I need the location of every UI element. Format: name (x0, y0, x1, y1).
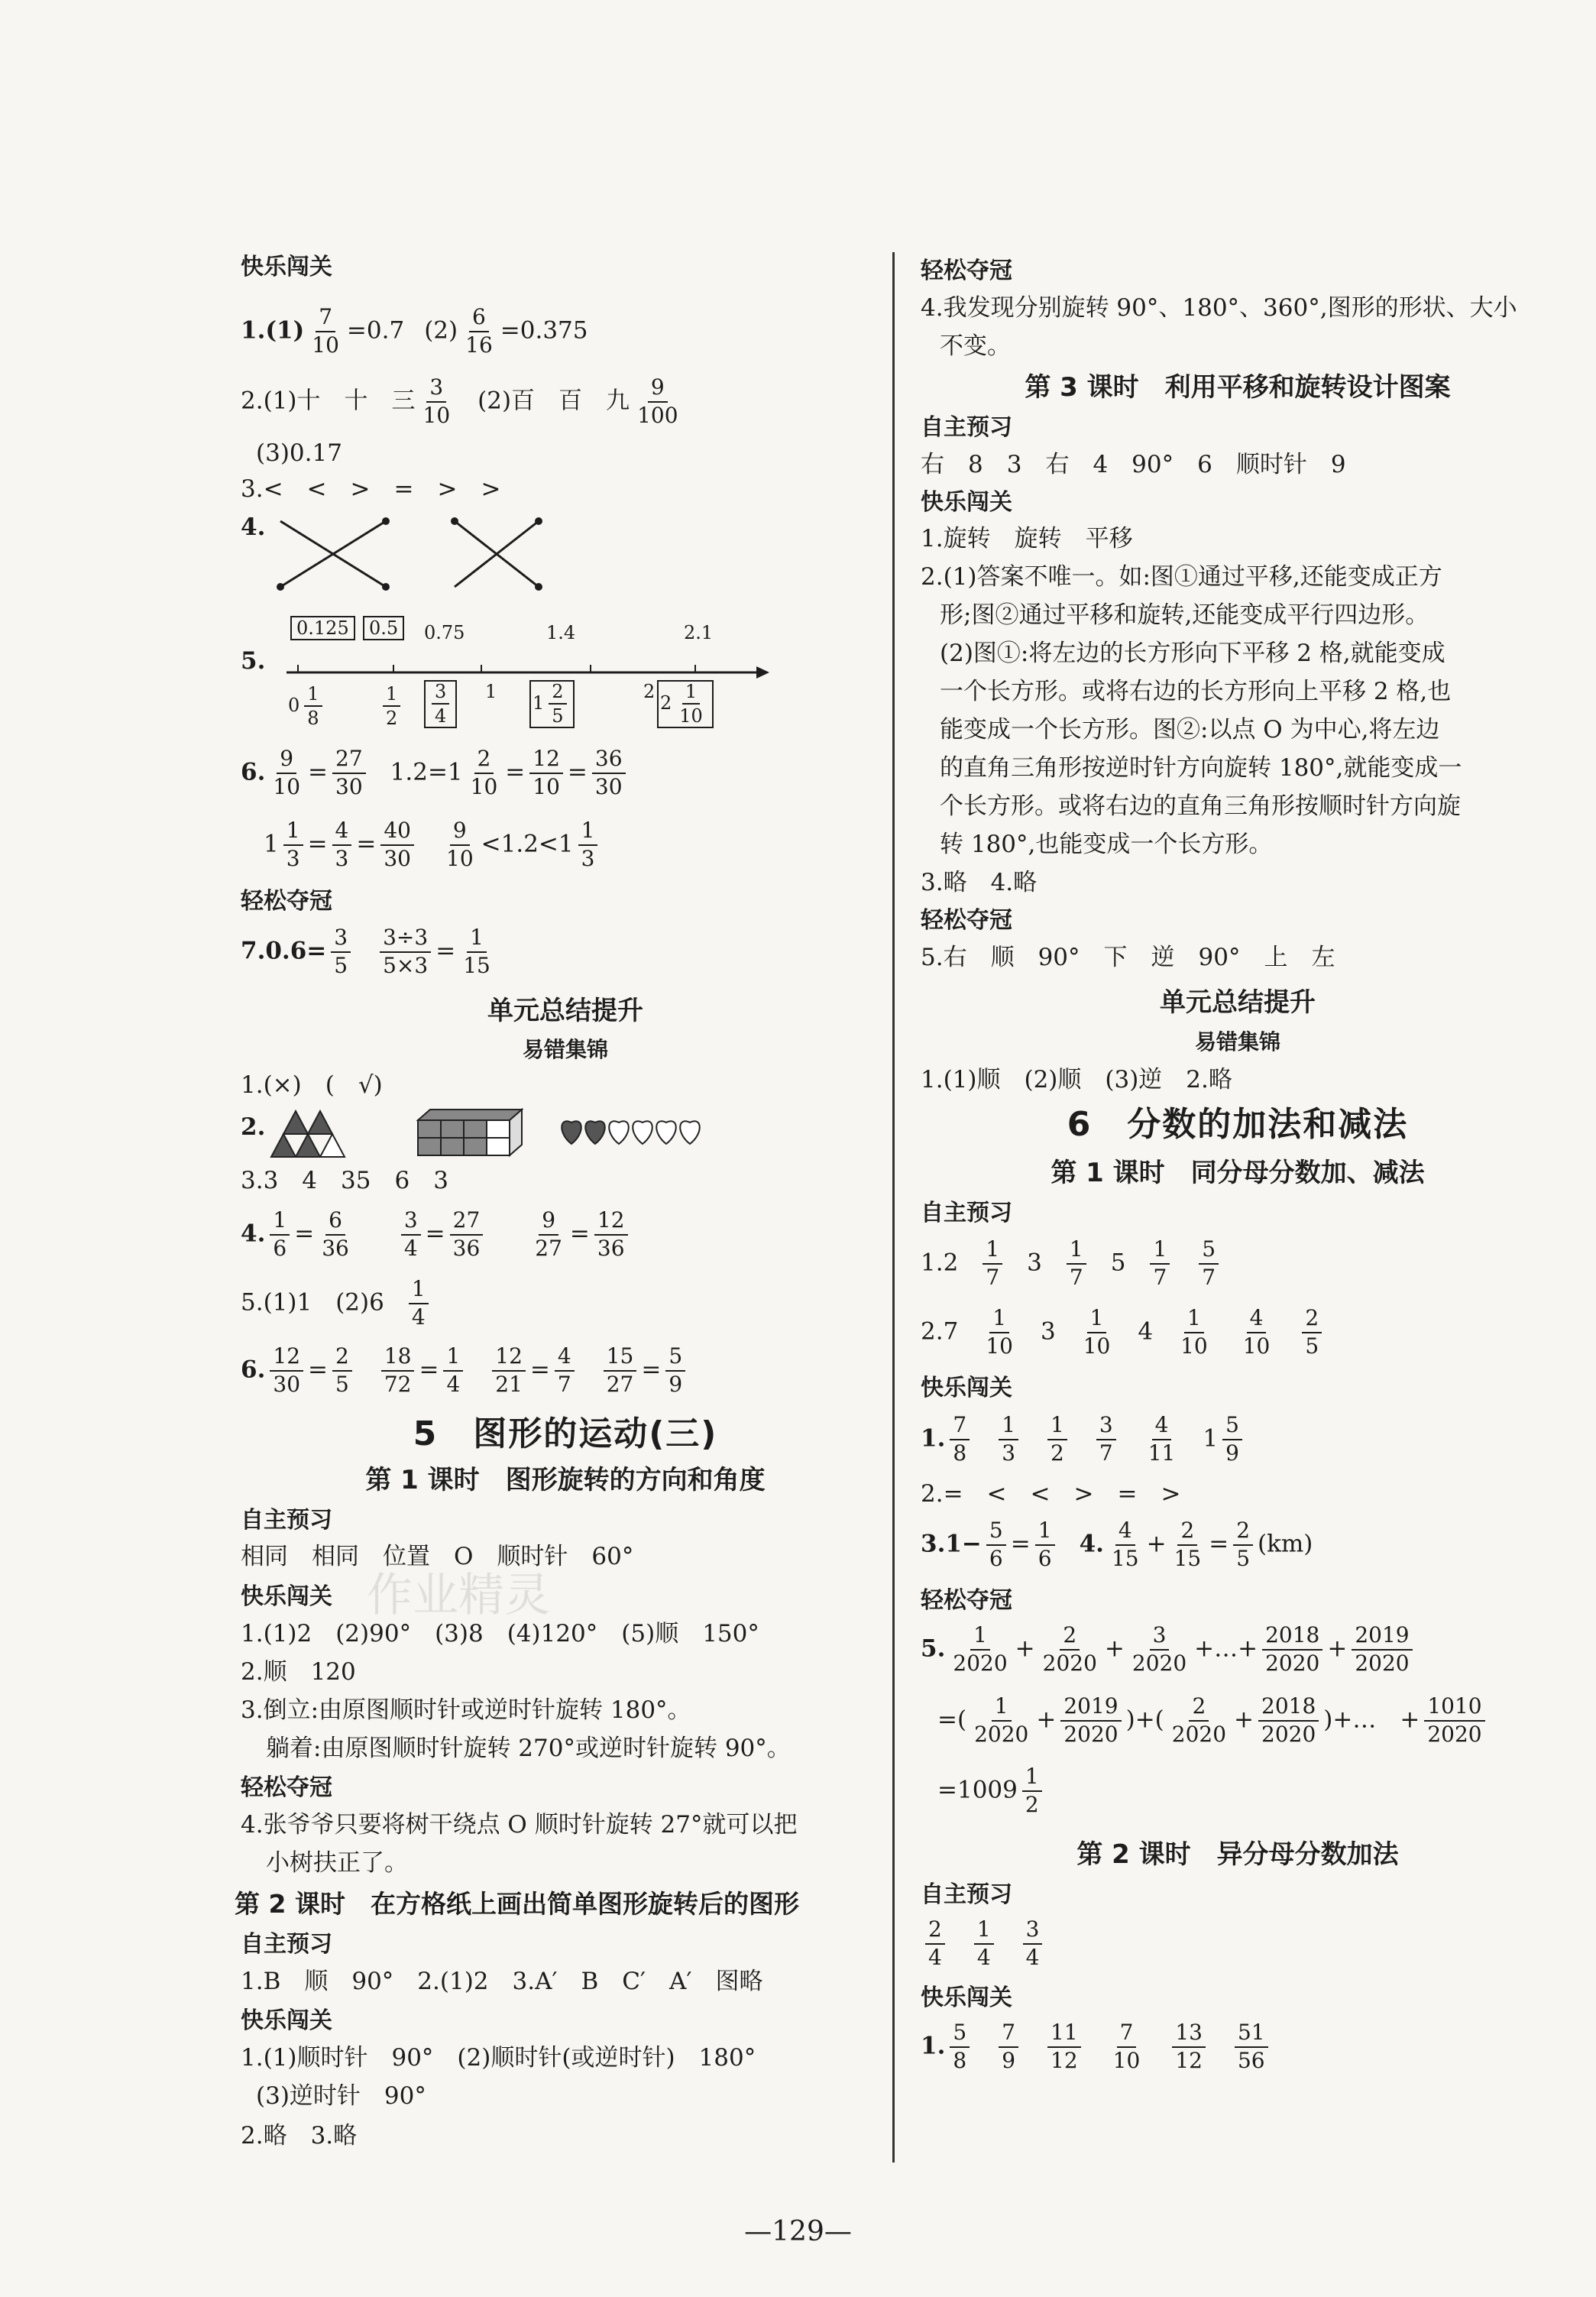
answer-line: 相同 相同 位置 O 顺时针 60° (241, 1543, 634, 1570)
answer-1: 1.(1) $\frac{7}{10}$ =0.7 (2) $\frac{6}{16}$ =0.375 (241, 304, 588, 358)
error-answer-6: 6. $\frac{12}{30}$ = $\frac{2}{5}$ $\frac{18}{72}$ = $\frac{1}{4}$ $\frac{12}{21}$ = $\frac{4}{7}$ $\frac{15}{27}$ = $\frac{5}{9}$ (241, 1345, 690, 1397)
answer-line: =( $\frac{1}{2020}$ + $\frac{2019}{2020}$ )+( $\frac{2}{2020}$ + $\frac{2018}{2020}$ )+… + $\frac{1010}{2020}$ (937, 1695, 1490, 1747)
answer-line: $\frac{2}{4}$ $\frac{1}{4}$ $\frac{3}{4}$ (921, 1918, 1047, 1970)
fraction: $\frac{9}{100}$ (637, 374, 678, 428)
section-heading: 轻松夺冠 (921, 907, 1012, 934)
answer-5-label: 5. (241, 647, 266, 675)
answer-line: 3.略 4.略 (921, 869, 1038, 896)
number-line-label: 0.5 (363, 616, 404, 640)
section-heading: 自主预习 (921, 1200, 1012, 1226)
answer-6-row2: 1 $\frac{1}{3}$ = $\frac{4}{3}$ = $\frac{40}{30}$ $\frac{9}{10}$ <1.2<1 $\frac{1}{3}$ (264, 819, 602, 871)
fraction: $\frac{7}{10}$ (312, 304, 339, 358)
number-line-bottom: 2 $\frac{1}{10}$ (657, 680, 714, 728)
number-line-bottom: 2 (643, 681, 656, 702)
number-line-bottom: 1 $\frac{2}{5}$ (529, 680, 575, 728)
answer-line: 2.顺 120 (241, 1658, 356, 1686)
error-answer-2-label: 2. (241, 1113, 266, 1141)
number-line-label: 0.75 (424, 622, 465, 643)
cubes-figure (416, 1106, 523, 1160)
section-heading: 快乐闯关 (921, 489, 1012, 516)
answer-line: 1. $\frac{7}{8}$ $\frac{1}{3}$ $\frac{1}{2}$ $\frac{3}{7}$ $\frac{4}{11}$ 1 $\frac{5}{9}$ (921, 1414, 1247, 1466)
section-heading: 快乐闯关 (921, 1375, 1012, 1401)
number-line-bottom: $\frac{3}{4}$ (424, 680, 457, 728)
section-heading: 自主预习 (921, 414, 1012, 441)
answer-line: 1.(1)顺 (2)顺 (3)逆 2.略 (921, 1066, 1232, 1093)
number-line-bottom: 0 $\frac{1}{8}$ (288, 684, 327, 729)
section-heading: 自主预习 (921, 1881, 1012, 1908)
answer-line: 5.右 顺 90° 下 逆 90° 上 左 (921, 944, 1335, 971)
unit-summary-title: 单元总结提升 (1160, 987, 1316, 1018)
matching-lines-2 (439, 512, 592, 596)
section-heading: 快乐闯关 (241, 1583, 332, 1610)
answer-2-3: (3)0.17 (256, 439, 342, 467)
fraction: $\frac{3}{10}$ (422, 374, 451, 428)
section-heading: 轻松夺冠 (921, 258, 1012, 284)
number-line-label: 2.1 (684, 622, 714, 643)
error-collection-title: 易错集锦 (1194, 1029, 1280, 1055)
triangles-figure (270, 1106, 346, 1160)
answer-line: 1.2 $\frac{1}{7}$ 3 $\frac{1}{7}$ 5 $\frac{1}{7}$ $\frac{5}{7}$ (921, 1238, 1223, 1290)
heart-icon (609, 1121, 629, 1144)
answer-line: 的直角三角形按逆时针方向旋转 180°,就能变成一 (940, 754, 1462, 782)
error-collection-title: 易错集锦 (522, 1037, 608, 1062)
answer-line: 2.(1)答案不唯一。如:图①通过平移,还能变成正方 (921, 563, 1442, 591)
fraction: $\frac{6}{16}$ (465, 304, 493, 358)
answer-3: 3.< < > = > > (241, 475, 501, 503)
error-answer-5: 5.(1)1 (2)6 $\frac{1}{4}$ (241, 1278, 433, 1330)
heart-icon (633, 1121, 652, 1144)
section-heading: 自主预习 (241, 1931, 332, 1958)
answer-line: 个长方形。或将右边的直角三角形按顺时针方向旋 (940, 792, 1461, 820)
column-divider (892, 252, 895, 2163)
answer-line: 3.1− $\frac{5}{6}$ = $\frac{1}{6}$ 4. $\frac{4}{15}$ + $\frac{2}{15}$ = $\frac{2}{5}$ (km) (921, 1518, 1313, 1571)
section-heading: 轻松夺冠 (241, 1774, 332, 1801)
answer-line: 一个长方形。或将右边的长方形向上平移 2 格,也 (940, 678, 1452, 705)
answer-line: 1.旋转 旋转 平移 (921, 525, 1133, 552)
section-heading: 自主预习 (241, 1507, 332, 1534)
lesson-title: 第 3 课时 利用平移和旋转设计图案 (1025, 372, 1451, 403)
answer-line: (3)逆时针 90° (256, 2082, 426, 2110)
answer-line: 1.(1)顺时针 90° (2)顺时针(或逆时针) 180° (241, 2044, 756, 2072)
answer-line: 能变成一个长方形。图②:以点 O 为中心,将左边 (940, 716, 1440, 744)
answer-7: 7.0.6= $\frac{3}{5}$ $\frac{3\div 3}{5\times 3}$ = $\frac{1}{15}$ (241, 925, 490, 978)
error-answer-3: 3.3 4 35 6 3 (241, 1167, 448, 1194)
heart-icon (562, 1121, 581, 1144)
answer-line: 4.张爷爷只要将树干绕点 O 顺时针旋转 27°就可以把 (241, 1811, 798, 1839)
answer-line: 4.我发现分别旋转 90°、180°、360°,图形的形状、大小 (921, 294, 1517, 322)
error-answer-1: 1.(×) ( √) (241, 1071, 383, 1099)
answer-line: 1.(1)2 (2)90° (3)8 (4)120° (5)顺 150° (241, 1620, 759, 1647)
unit-summary-title: 单元总结提升 (487, 996, 643, 1026)
lesson-title: 第 1 课时 同分母分数加、减法 (1051, 1158, 1425, 1188)
answer-line: (2)图①:将左边的长方形向下平移 2 格,就能变成 (940, 640, 1445, 667)
chapter-title: 6 分数的加法和减法 (1067, 1105, 1409, 1144)
number-line-label: 1.4 (546, 622, 576, 643)
heart-icon (585, 1121, 605, 1144)
answer-line: 3.倒立:由原图顺时针或逆时针旋转 180°。 (241, 1696, 691, 1724)
answer-line: 2.7 $\frac{1}{10}$ 3 $\frac{1}{10}$ 4 $\frac{1}{10}$ $\frac{4}{10}$ $\frac{2}{5}$ (921, 1307, 1326, 1359)
answer-4-label: 4. (241, 514, 266, 541)
answer-line: 躺着:由原图顺时针旋转 270°或逆时针旋转 90°。 (266, 1735, 791, 1762)
lesson-title: 第 2 课时 异分母分数加法 (1076, 1839, 1399, 1870)
error-answer-4: 4. $\frac{1}{6}$ = $\frac{6}{36}$ $\frac{3}{4}$ = $\frac{27}{36}$ $\frac{9}{27}$ = $\frac{12}{36}$ (241, 1209, 633, 1261)
answer-line: =1009 $\frac{1}{2}$ (937, 1765, 1047, 1817)
section-heading: 轻松夺冠 (921, 1587, 1012, 1614)
lesson-title: 第 1 课时 图形旋转的方向和角度 (365, 1465, 766, 1495)
answer-line: 1. $\frac{5}{8}$ $\frac{7}{9}$ $\frac{11}{12}$ $\frac{7}{10}$ $\frac{13}{12}$ $\frac{51}{56}$ (921, 2021, 1273, 2073)
answer-line: 右 8 3 右 4 90° 6 顺时针 9 (921, 451, 1346, 478)
section-heading: 快乐闯关 (241, 254, 332, 280)
matching-lines-1 (271, 512, 424, 596)
answer-line: 2.略 3.略 (241, 2122, 358, 2150)
answer-line: 形;图②通过平移和旋转,还能变成平行四边形。 (940, 601, 1429, 629)
number-line-bottom: 1 (485, 681, 497, 702)
number-line-label: 0.125 (290, 616, 355, 640)
answer-line: 2.= < < > = > (921, 1480, 1181, 1508)
answer-6: 6. $\frac{9}{10}$ = $\frac{27}{30}$ 1.2=1 $\frac{2}{10}$ = $\frac{12}{10}$ = $\frac{36}{30}$ (241, 747, 630, 799)
answer-line: 不变。 (940, 332, 1011, 360)
hearts-figure (558, 1112, 711, 1150)
section-heading: 快乐闯关 (241, 2007, 332, 2034)
answer-line: 5. $\frac{1}{2020}$ + $\frac{2}{2020}$ + $\frac{3}{2020}$ +…+ $\frac{2018}{2020}$ + $\frac{2019}{2020}$ (921, 1624, 1417, 1676)
lesson-title: 第 2 课时 在方格纸上画出简单图形旋转后的图形 (235, 1889, 799, 1919)
page-number: —129— (744, 2216, 852, 2247)
answer-line: 转 180°,也能变成一个长方形。 (940, 831, 1273, 858)
heart-icon (680, 1121, 700, 1144)
watermark: 作业精灵 (367, 1569, 550, 1622)
answer-line: 小树扶正了。 (266, 1849, 408, 1877)
answer-line: 1.B 顺 90° 2.(1)2 3.A′ B C′ A′ 图略 (241, 1968, 763, 1995)
section-heading: 轻松夺冠 (241, 888, 332, 915)
answer-2: 2.(1)十 十 三 $\frac{3}{10}$ (2)百 百 九 $\frac{9}{100}$ (241, 376, 686, 428)
chapter-title: 5 图形的运动(三) (413, 1414, 718, 1453)
number-line-bottom: $\frac{1}{2}$ (378, 684, 405, 729)
section-heading: 快乐闯关 (921, 1984, 1012, 2011)
heart-icon (656, 1121, 676, 1144)
